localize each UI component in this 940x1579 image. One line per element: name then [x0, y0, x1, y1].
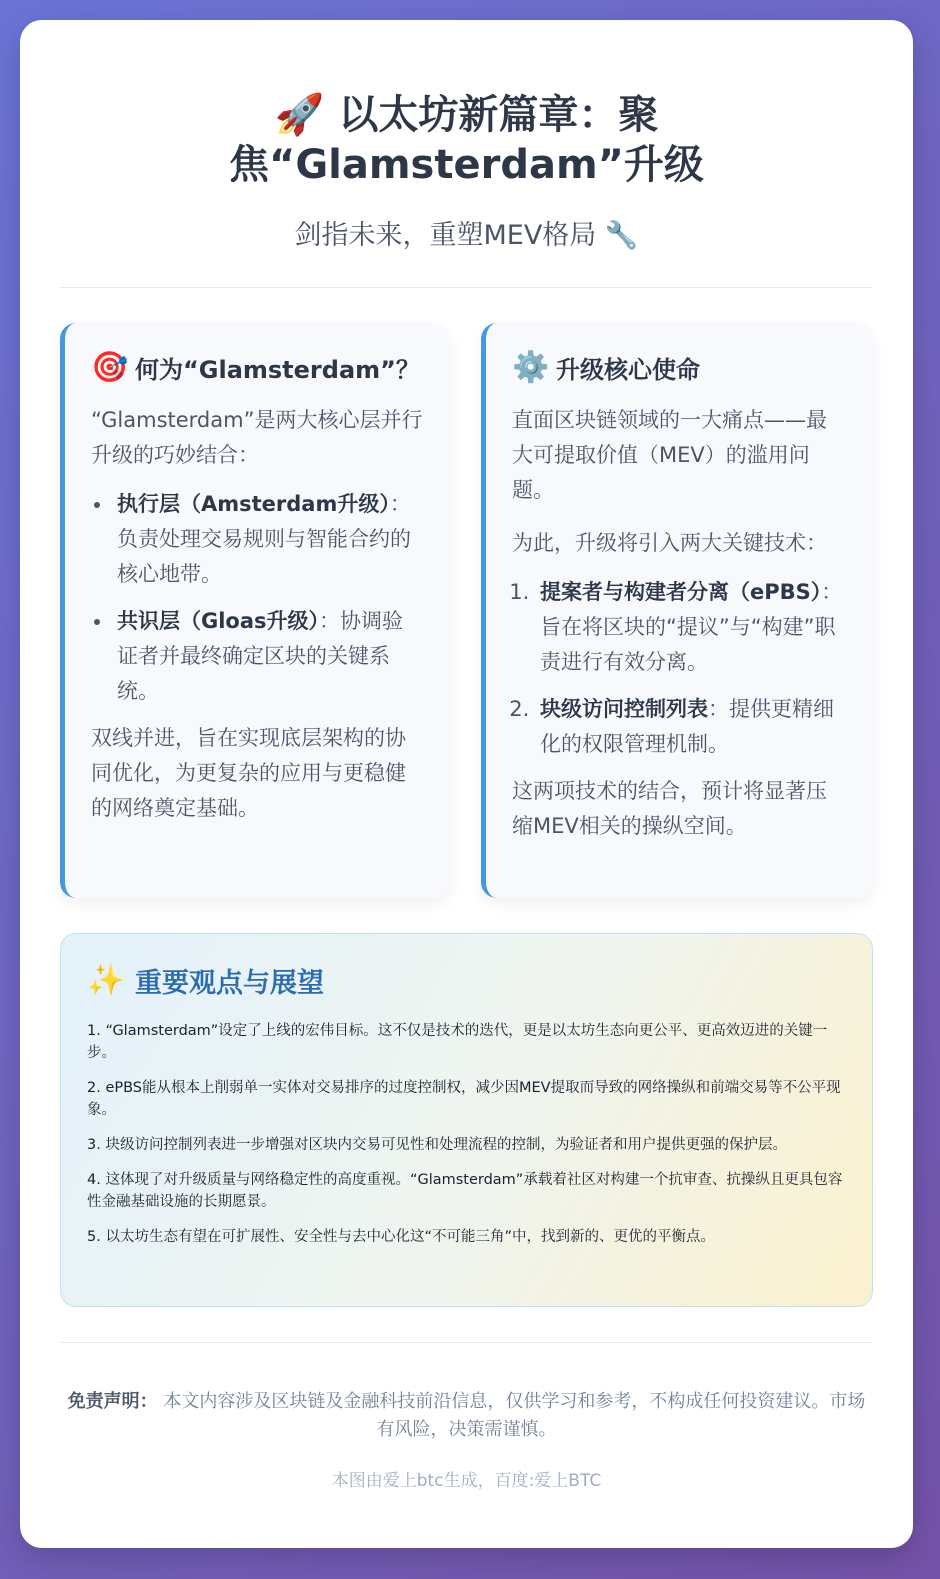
highlight-box [60, 933, 873, 1307]
list-item [536, 692, 847, 762]
section-conclusion: 双线并进，旨在实现底层架构的协同优化，为更复杂的应用与更稳健的网络奠定基础。 [91, 726, 406, 820]
rocket-icon: 🚀 [274, 92, 325, 138]
points-list [87, 1020, 846, 1248]
list-item: 1. “Glamsterdam”设定了上线的宏伟目标。这不仅是技术的迭代，更是以太坊生态向更公平、更高效迈进的关键一步。 [87, 1023, 828, 1061]
list-item: 5. 以太坊生态有望在可扩展性、安全性与去中心化这“不可能三角”中，找到新的、更优的平衡点。 [87, 1229, 715, 1245]
highlight-title: 重要观点与展望 [135, 967, 324, 999]
item-desc: 协调验证者并最终确定区块的关键系统。 [117, 609, 404, 703]
item-separator: ： [319, 609, 341, 633]
item-desc: 旨在将区块的“提议”与“构建”职责进行有效分离。 [540, 615, 836, 674]
section-core-mission [481, 323, 873, 898]
disclaimer [60, 1388, 873, 1444]
item-term: 块级访问控制列表 [540, 697, 708, 721]
footer [60, 1388, 873, 1491]
layer-list [91, 487, 424, 709]
sparkles-icon: ✨ [87, 962, 125, 998]
section-intro: 直面区块链领域的一大痛点——最大可提取价值（MEV）的滥用问题。 [512, 408, 827, 502]
header [60, 90, 873, 252]
item-separator: ： [708, 697, 729, 721]
item-separator: ： [821, 580, 843, 604]
list-item: 2. ePBS能从根本上削弱单一实体对交易排序的过度控制权，减少因MEV提取而导致的网络操纵和前端交易等不公平现象。 [87, 1080, 841, 1118]
credit-text: 本图由爱上btc生成，百度:爱上BTC [331, 1471, 602, 1491]
page-subtitle [60, 220, 873, 252]
section-what-is-glamsterdam [60, 323, 450, 898]
gear-icon: ⚙️ [512, 349, 550, 385]
section-title: 何为“Glamsterdam”？ [135, 355, 420, 384]
highlight-heading [87, 962, 846, 998]
footer-divider [60, 1342, 873, 1343]
title-text: 以太坊新篇章：聚焦“Glamsterdam”升级 [229, 92, 704, 188]
section-heading [91, 349, 424, 385]
disclaimer-label: 免责声明： [67, 1391, 158, 1412]
item-term: 提案者与构建者分离（ePBS） [540, 580, 822, 604]
item-term: 共识层（Gloas升级） [117, 609, 320, 633]
section-title: 升级核心使命 [556, 355, 700, 384]
section-intro: “Glamsterdam”是两大核心层并行升级的巧妙结合： [91, 408, 423, 467]
disclaimer-text: 本文内容涉及区块链及金融科技前沿信息，仅供学习和参考，不构成任何投资建议。市场有风险，决策需谨慎。 [163, 1391, 866, 1440]
subtitle-text: 剑指未来，重塑MEV格局 [294, 220, 597, 251]
list-item [113, 604, 424, 709]
target-icon: 🎯 [91, 349, 129, 385]
section-lead: 为此，升级将引入两大关键技术： [512, 531, 827, 555]
tech-list [512, 575, 847, 762]
item-term: 执行层（Amsterdam升级） [117, 492, 390, 516]
poster-card [20, 20, 913, 1548]
list-item: 3. 块级访问控制列表进一步增强对区块内交易可见性和处理流程的控制，为验证者和用户提供更强的保护层。 [87, 1137, 787, 1153]
list-item [113, 487, 424, 592]
header-divider [60, 287, 873, 288]
section-conclusion: 这两项技术的结合，预计将显著压缩MEV相关的操纵空间。 [512, 779, 827, 838]
item-separator: ： [389, 492, 411, 516]
list-item: 4. 这体现了对升级质量与网络稳定性的高度重视。“Glamsterdam”承载着社区对构建一个抗审查、抗操纵且更具包容性金融基础设施的长期愿景。 [87, 1172, 843, 1210]
item-desc: 负责处理交易规则与智能合约的核心地带。 [117, 527, 411, 586]
page-title [60, 90, 873, 190]
wrench-icon: 🔧 [604, 220, 639, 251]
item-desc: 提供更精细化的权限管理机制。 [540, 697, 834, 756]
list-item [536, 575, 847, 680]
section-heading [512, 349, 847, 385]
